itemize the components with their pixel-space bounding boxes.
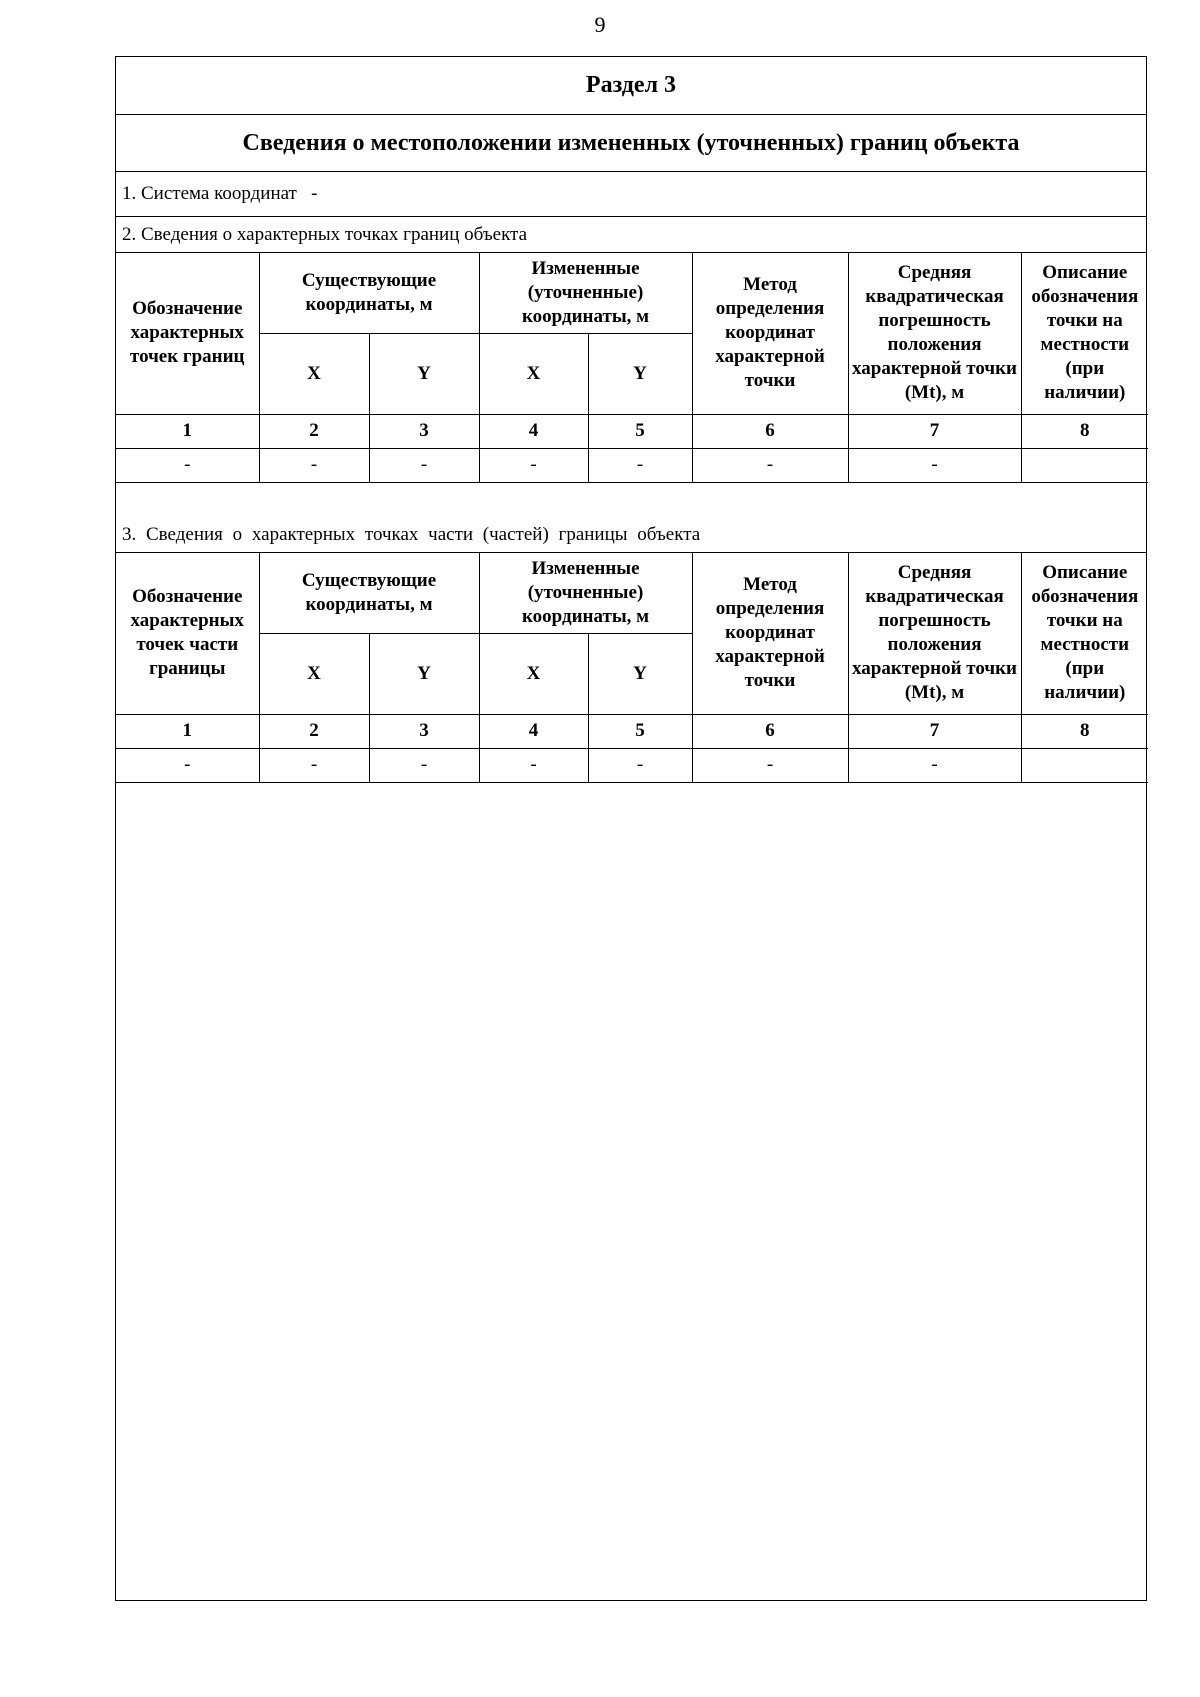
table-cell: - <box>848 448 1021 482</box>
table-cell: - <box>369 748 479 782</box>
column-number: 6 <box>692 414 848 448</box>
column-number: 5 <box>588 714 692 748</box>
header-existing-coordinates: Существующие координаты, м <box>259 253 479 333</box>
table-row <box>116 748 1148 782</box>
section-heading: Раздел 3 <box>116 57 1146 115</box>
column-number: 2 <box>259 414 369 448</box>
table-cell: - <box>259 748 369 782</box>
page-title: Сведения о местоположении измененных (уточненных) границ объекта <box>116 115 1146 172</box>
column-number: 1 <box>116 714 259 748</box>
column-number: 8 <box>1021 714 1148 748</box>
header-point-designation: Обозначение характерных точек границ <box>116 253 259 414</box>
header-changed-coordinates: Измененные (уточненные) координаты, м <box>479 253 692 333</box>
header-changed-y: Y <box>588 333 692 414</box>
column-number: 8 <box>1021 414 1148 448</box>
column-number: 4 <box>479 414 588 448</box>
block3-caption-row <box>116 517 1146 553</box>
table-cell: - <box>692 448 848 482</box>
section-frame <box>115 56 1147 1601</box>
table-cell: - <box>479 448 588 482</box>
part-boundary-points-table <box>116 553 1148 783</box>
table-cell: - <box>479 748 588 782</box>
header-point-designation: Обозначение характерных точек части границы <box>116 553 259 714</box>
block3-caption: 3. Сведения о характерных точках части (частей) границы объекта <box>122 523 701 545</box>
table-cell <box>1021 748 1148 782</box>
header-changed-x: X <box>479 633 588 714</box>
table-cell: - <box>369 448 479 482</box>
header-existing-y: Y <box>369 333 479 414</box>
header-existing-y: Y <box>369 633 479 714</box>
page-number: 9 <box>594 12 606 37</box>
table-row <box>116 448 1148 482</box>
column-number: 1 <box>116 414 259 448</box>
column-number: 3 <box>369 714 479 748</box>
table-cell: - <box>259 448 369 482</box>
table-cell: - <box>588 448 692 482</box>
header-mean-square-error: Средняя квадратическая погрешность положения характерной точки (Mt), м <box>848 253 1021 414</box>
header-point-description: Описание обозначения точки на местности (при наличии) <box>1021 253 1148 414</box>
boundary-points-table <box>116 253 1148 483</box>
column-number: 6 <box>692 714 848 748</box>
header-changed-x: X <box>479 333 588 414</box>
header-method: Метод определения координат характерной точки <box>692 253 848 414</box>
header-existing-x: X <box>259 633 369 714</box>
column-number: 5 <box>588 414 692 448</box>
header-changed-y: Y <box>588 633 692 714</box>
table-cell: - <box>116 448 259 482</box>
header-existing-x: X <box>259 333 369 414</box>
table-cell: - <box>588 748 692 782</box>
column-number: 3 <box>369 414 479 448</box>
table-cell <box>1021 448 1148 482</box>
header-point-description: Описание обозначения точки на местности (при наличии) <box>1021 553 1148 714</box>
table-cell: - <box>116 748 259 782</box>
column-number: 7 <box>848 714 1021 748</box>
table-cell: - <box>848 748 1021 782</box>
header-method: Метод определения координат характерной точки <box>692 553 848 714</box>
table-cell: - <box>692 748 848 782</box>
block2-caption-row <box>116 217 1146 253</box>
column-number: 2 <box>259 714 369 748</box>
coordinate-system-text: 1. Система координат - <box>122 183 318 204</box>
column-number: 7 <box>848 414 1021 448</box>
coordinate-system-line <box>116 172 1146 217</box>
header-existing-coordinates: Существующие координаты, м <box>259 553 479 633</box>
column-number: 4 <box>479 714 588 748</box>
block2-caption: 2. Сведения о характерных точках границ объекта <box>122 223 528 245</box>
header-mean-square-error: Средняя квадратическая погрешность положения характерной точки (Mt), м <box>848 553 1021 714</box>
header-changed-coordinates: Измененные (уточненные) координаты, м <box>479 553 692 633</box>
